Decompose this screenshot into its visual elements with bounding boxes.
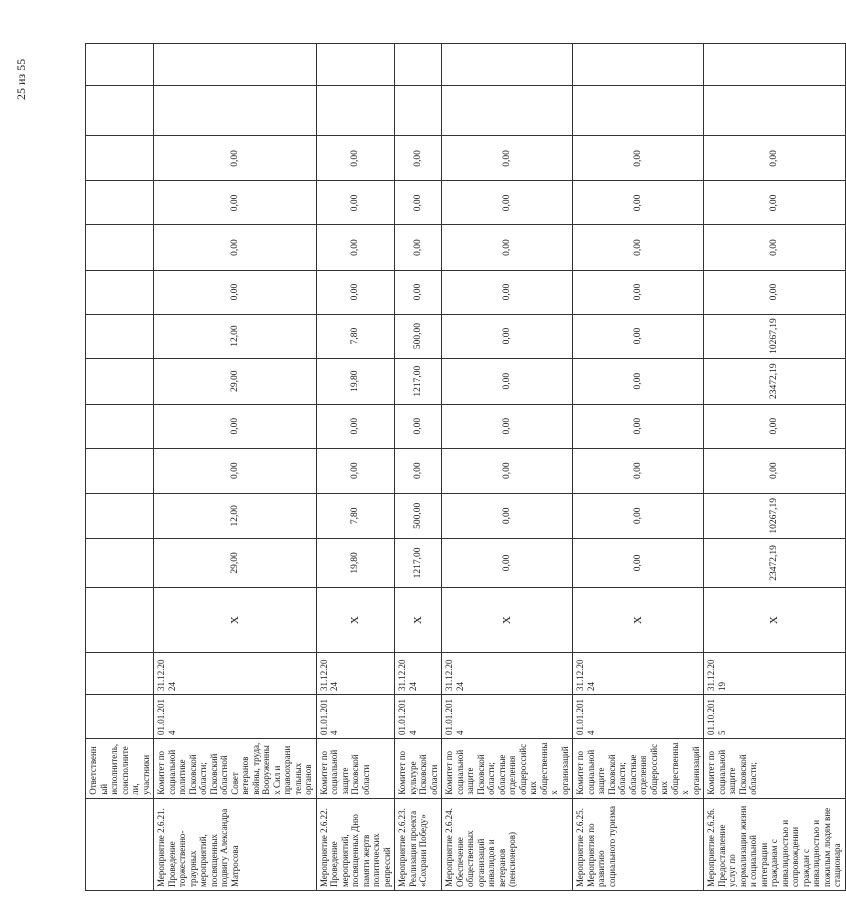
cell-value: 0,00: [573, 493, 704, 538]
cell-executor: Комитет по социальной политике Псковской области; Псковский областной Совет ветеранов войны, труда, Вооруженных Сил и правоохранительных органов: [154, 739, 317, 799]
cell-value: [86, 136, 154, 181]
cell-end: 31.12.2019: [704, 653, 846, 695]
cell-value: 0,00: [154, 225, 317, 270]
cell-empty: [442, 86, 573, 136]
cell-end: 31.12.2024: [154, 653, 317, 695]
cell-value: [86, 538, 154, 587]
cell-value: 0,00: [442, 404, 573, 448]
cell-value: 1217,00: [395, 538, 442, 587]
cell-value: [86, 314, 154, 358]
cell-x: X: [704, 588, 846, 653]
cell-value: 500,00: [395, 493, 442, 538]
cell-event: Мероприятие 2.6.23. Реализация проекта «Сохрани Победу»: [395, 798, 442, 890]
cell-value: 0,00: [442, 181, 573, 225]
cell-value: [86, 358, 154, 404]
cell-value: 0,00: [442, 358, 573, 404]
cell-x: X: [316, 588, 395, 653]
cell-value: 0,00: [573, 136, 704, 181]
cell-value: 0,00: [442, 314, 573, 358]
cell-start: 01.10.2015: [704, 695, 846, 739]
cell-value: 0,00: [154, 404, 317, 448]
cell-value: 19,80: [316, 538, 395, 587]
cell-end: 31.12.2024: [395, 653, 442, 695]
cell-value: [86, 270, 154, 314]
cell-value: 0,00: [442, 448, 573, 493]
cell-x: X: [442, 588, 573, 653]
cell-event: Мероприятие 2.6.24. Обеспечение общественных организаций инвалидов и ветеранов (пенсионеров): [442, 798, 573, 890]
cell-value: 23472,19: [704, 358, 846, 404]
cell-start: 01.01.2014: [316, 695, 395, 739]
cell-event: Мероприятие 2.6.21. Проведение торжественно-траурных мероприятий, посвященных подвигу Александра Матросова: [154, 798, 317, 890]
cell-value: 0,00: [395, 181, 442, 225]
cell-event: Мероприятие 2.6.26. Предоставление услуг по нормализации жизни и социальной интеграции гражданам с инвалидностью и сопровождении граждан с инвалидностью и пожилым людям вне стационара: [704, 798, 846, 890]
cell-value: 12,00: [154, 314, 317, 358]
cell-start: 01.01.2014: [442, 695, 573, 739]
cell-value: 29,00: [154, 358, 317, 404]
cell-value: [86, 404, 154, 448]
table-row: [442, 44, 573, 891]
cell-value: 0,00: [395, 136, 442, 181]
cell-value: [86, 225, 154, 270]
cell-value: 0,00: [154, 270, 317, 314]
cell-end: 31.12.2024: [442, 653, 573, 695]
cell-end: [86, 653, 154, 695]
cell-value: 7,80: [316, 493, 395, 538]
cell-empty: [316, 86, 395, 136]
cell-value: 0,00: [573, 358, 704, 404]
cell-value: 12,00: [154, 493, 317, 538]
program-events-table: [85, 43, 846, 891]
cell-value: 0,00: [704, 136, 846, 181]
cell-empty: [704, 86, 846, 136]
cell-value: 29,00: [154, 538, 317, 587]
cell-empty: [154, 86, 317, 136]
cell-value: 0,00: [442, 225, 573, 270]
page-number-container: [14, 10, 28, 100]
cell-empty: [395, 86, 442, 136]
cell-event: Мероприятие 2.6.22. Проведение мероприятий, посвященных Дню памяти жертв политических репрессий: [316, 798, 395, 890]
cell-value: 10267,19: [704, 314, 846, 358]
page-number: 25 из 55: [14, 58, 28, 100]
cell-value: 0,00: [316, 404, 395, 448]
cell-x: X: [573, 588, 704, 653]
cell-x: [86, 588, 154, 653]
cell-value: 23472,19: [704, 538, 846, 587]
cell-value: 0,00: [316, 181, 395, 225]
cell-value: 0,00: [573, 270, 704, 314]
cell-empty: [316, 44, 395, 86]
cell-value: 0,00: [316, 270, 395, 314]
cell-value: 0,00: [442, 538, 573, 587]
cell-value: 0,00: [573, 404, 704, 448]
cell-executor: Комитет по социальной защите Псковской области; областные отделения общероссийских общественных организаций: [442, 739, 573, 799]
cell-value: 19,80: [316, 358, 395, 404]
cell-value: [86, 493, 154, 538]
cell-value: 0,00: [395, 404, 442, 448]
cell-value: 0,00: [316, 136, 395, 181]
table-row: [395, 44, 442, 891]
cell-executor: Комитет по социальной защите Псковской области;: [704, 739, 846, 799]
cell-executor: Комитет по культуре Псковской области: [395, 739, 442, 799]
cell-value: 0,00: [395, 225, 442, 270]
cell-executor: Ответственный исполнитель, соисполнители, участники: [86, 739, 154, 799]
table-row-header-fragment: [86, 44, 154, 891]
cell-value: 10267,19: [704, 493, 846, 538]
cell-value: 0,00: [573, 314, 704, 358]
cell-start: [86, 695, 154, 739]
cell-empty: [86, 86, 154, 136]
cell-value: 0,00: [442, 136, 573, 181]
cell-empty: [86, 44, 154, 86]
cell-value: 1217,00: [395, 358, 442, 404]
cell-value: 0,00: [573, 225, 704, 270]
cell-value: 0,00: [154, 136, 317, 181]
cell-value: 500,00: [395, 314, 442, 358]
table-row: [704, 44, 846, 891]
cell-empty: [573, 44, 704, 86]
rotated-table-sheet: [85, 43, 842, 891]
cell-executor: Комитет по социальной защите Псковской области: [316, 739, 395, 799]
cell-end: 31.12.2024: [316, 653, 395, 695]
cell-value: 0,00: [395, 270, 442, 314]
cell-value: 0,00: [573, 538, 704, 587]
cell-value: 0,00: [704, 181, 846, 225]
cell-value: 0,00: [704, 404, 846, 448]
cell-value: 0,00: [316, 225, 395, 270]
cell-value: [86, 181, 154, 225]
cell-value: 0,00: [704, 225, 846, 270]
cell-empty: [442, 44, 573, 86]
cell-start: 01.01.2014: [573, 695, 704, 739]
cell-empty: [704, 44, 846, 86]
cell-value: [86, 448, 154, 493]
table-row: [573, 44, 704, 891]
cell-value: 0,00: [316, 448, 395, 493]
table-row: [154, 44, 317, 891]
cell-start: 01.01.2014: [395, 695, 442, 739]
cell-value: 0,00: [442, 270, 573, 314]
cell-executor: Комитет по социальной защите Псковской области; областные отделения общероссийских общественных организаций: [573, 739, 704, 799]
cell-value: 0,00: [442, 493, 573, 538]
cell-value: 0,00: [573, 181, 704, 225]
cell-empty: [573, 86, 704, 136]
cell-value: 0,00: [704, 270, 846, 314]
cell-value: 0,00: [395, 448, 442, 493]
cell-value: 7,80: [316, 314, 395, 358]
table-row: [316, 44, 395, 891]
cell-value: 0,00: [704, 448, 846, 493]
cell-value: 0,00: [154, 448, 317, 493]
cell-x: X: [154, 588, 317, 653]
cell-start: 01.01.2014: [154, 695, 317, 739]
cell-end: 31.12.2024: [573, 653, 704, 695]
cell-value: 0,00: [573, 448, 704, 493]
cell-empty: [395, 44, 442, 86]
cell-empty: [154, 44, 317, 86]
cell-x: X: [395, 588, 442, 653]
cell-event: [86, 798, 154, 890]
cell-event: Мероприятие 2.6.25. Мероприятия по развитию социального туризма: [573, 798, 704, 890]
cell-value: 0,00: [154, 181, 317, 225]
